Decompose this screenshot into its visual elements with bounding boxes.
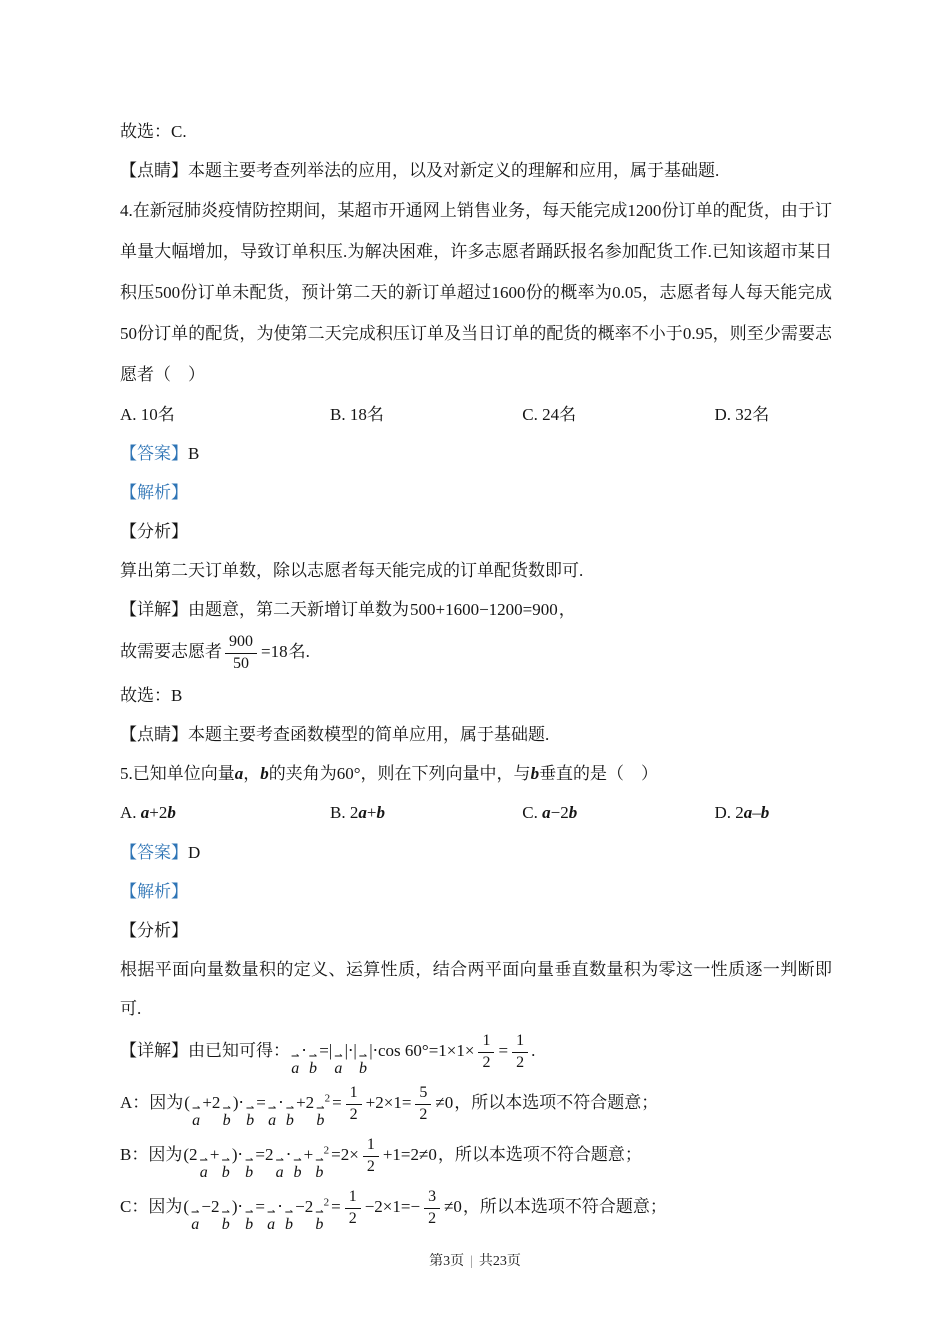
q5-case-a-line: A：因为( ⇀ a +2 ⇀ b )⋅ ⇀ b = ⇀ a ⋅ ⇀ b +2 ⇀ b $^2$ = $\frac{1}{2}$ +2×1= $\frac{5}{2}$ ≠0，所以本选项不符合题意； xyxy=(120,1084,659,1129)
q5-option-a: A. a+2b xyxy=(120,802,176,822)
q4-note-line: 【点睛】本题主要考查函数模型的简单应用，属于基础题. xyxy=(120,724,550,744)
q5-answer-value: D xyxy=(188,842,201,862)
q4-stem: 4.在新冠肺炎疫情防控期间，某超市开通网上销售业务，每天能完成1200份订单的配货，由于订单量大幅增加，导致订单积压.为解决困难，许多志愿者踊跃报名参加配货工作.已知该超市某日积压500份订单未配货，预计第二天的新订单超过1600份的概率为0.05，志愿者每人每天能完成50份订单的配货，为使第二天完成积压订单及当日订单的配货的概率不小于0.95，则至少需要志愿者（ ） xyxy=(120,201,832,384)
footer-separator: | xyxy=(470,1254,473,1269)
q5-fenxi-label: 【分析】 xyxy=(120,920,188,940)
q5-case-c-line: C：因为( ⇀ a −2 ⇀ b )⋅ ⇀ b = ⇀ a ⋅ ⇀ b −2 ⇀ b $^2$ = $\frac{1}{2}$ −2×1=− $\frac{3}{2}$ ≠0，所以本选项不符合题意； xyxy=(120,1188,667,1233)
q5-options xyxy=(120,793,832,833)
q4-fenxi-text: 算出第二天订单数，除以志愿者每天能完成的订单配货数即可. xyxy=(120,561,584,580)
q5-stem: 5.已知单位向量a，b的夹角为60°，则在下列向量中，与b垂直的是（ ） xyxy=(120,763,659,783)
q4-option-b: B. 18名 xyxy=(330,405,384,424)
q5-answer-label: 【答案】 xyxy=(120,842,188,862)
page-number: 第3页 xyxy=(429,1254,465,1269)
q5-option-d: D. 2a–b xyxy=(714,802,770,822)
q4-answer-line xyxy=(120,434,832,473)
q5-detail-line: 【详解】由已知可得： ⇀ a ⋅ ⇀ b =| ⇀ a |⋅| ⇀ b |⋅cos 60°=1×1× $\frac{1}{2}$ = $\frac{1}{2}$ . xyxy=(120,1032,536,1077)
q4-answer-value: B xyxy=(188,444,200,463)
q4-choose-line: 故选：B xyxy=(120,685,183,705)
page-total: 共23页 xyxy=(478,1254,521,1269)
q3-note-line: 【点睛】本题主要考查列举法的应用，以及对新定义的理解和应用，属于基础题. xyxy=(120,161,720,180)
q5-case-b-line: B：因为(2 ⇀ a + ⇀ b )⋅ ⇀ b =2 ⇀ a ⋅ ⇀ b + ⇀ b $^2$ =2× $\frac{1}{2}$ +1=2≠0，所以本选项不符合题意； xyxy=(120,1136,642,1181)
q4-option-d: D. 32名 xyxy=(714,405,770,424)
q4-volunteer-line: 故需要志愿者 $\frac{900}{50}$ =18名. xyxy=(120,633,310,672)
q5-analysis-label: 【解析】 xyxy=(120,881,188,901)
q4-fenxi-label: 【分析】 xyxy=(120,522,188,541)
q4-detail-line: 【详解】由题意，第二天新增订单数为500+1600−1200=900， xyxy=(120,600,576,619)
q5-fenxi-text: 根据平面向量数量积的定义、运算性质，结合两平面向量垂直数量积为零这一性质逐一判断即可. xyxy=(120,959,832,1018)
page-footer xyxy=(0,1250,950,1270)
q5-option-b: B. 2a+b xyxy=(330,802,385,822)
q4-option-a: A. 10名 xyxy=(120,405,175,424)
q3-choose-line: 故选：C. xyxy=(120,122,187,141)
q5-answer-line xyxy=(120,833,832,872)
q5-option-c: C. a−2b xyxy=(522,802,578,822)
q4-option-c: C. 24名 xyxy=(522,405,577,424)
q4-answer-label: 【答案】 xyxy=(120,444,188,463)
q4-analysis-label: 【解析】 xyxy=(120,483,188,502)
q4-options xyxy=(120,395,832,434)
